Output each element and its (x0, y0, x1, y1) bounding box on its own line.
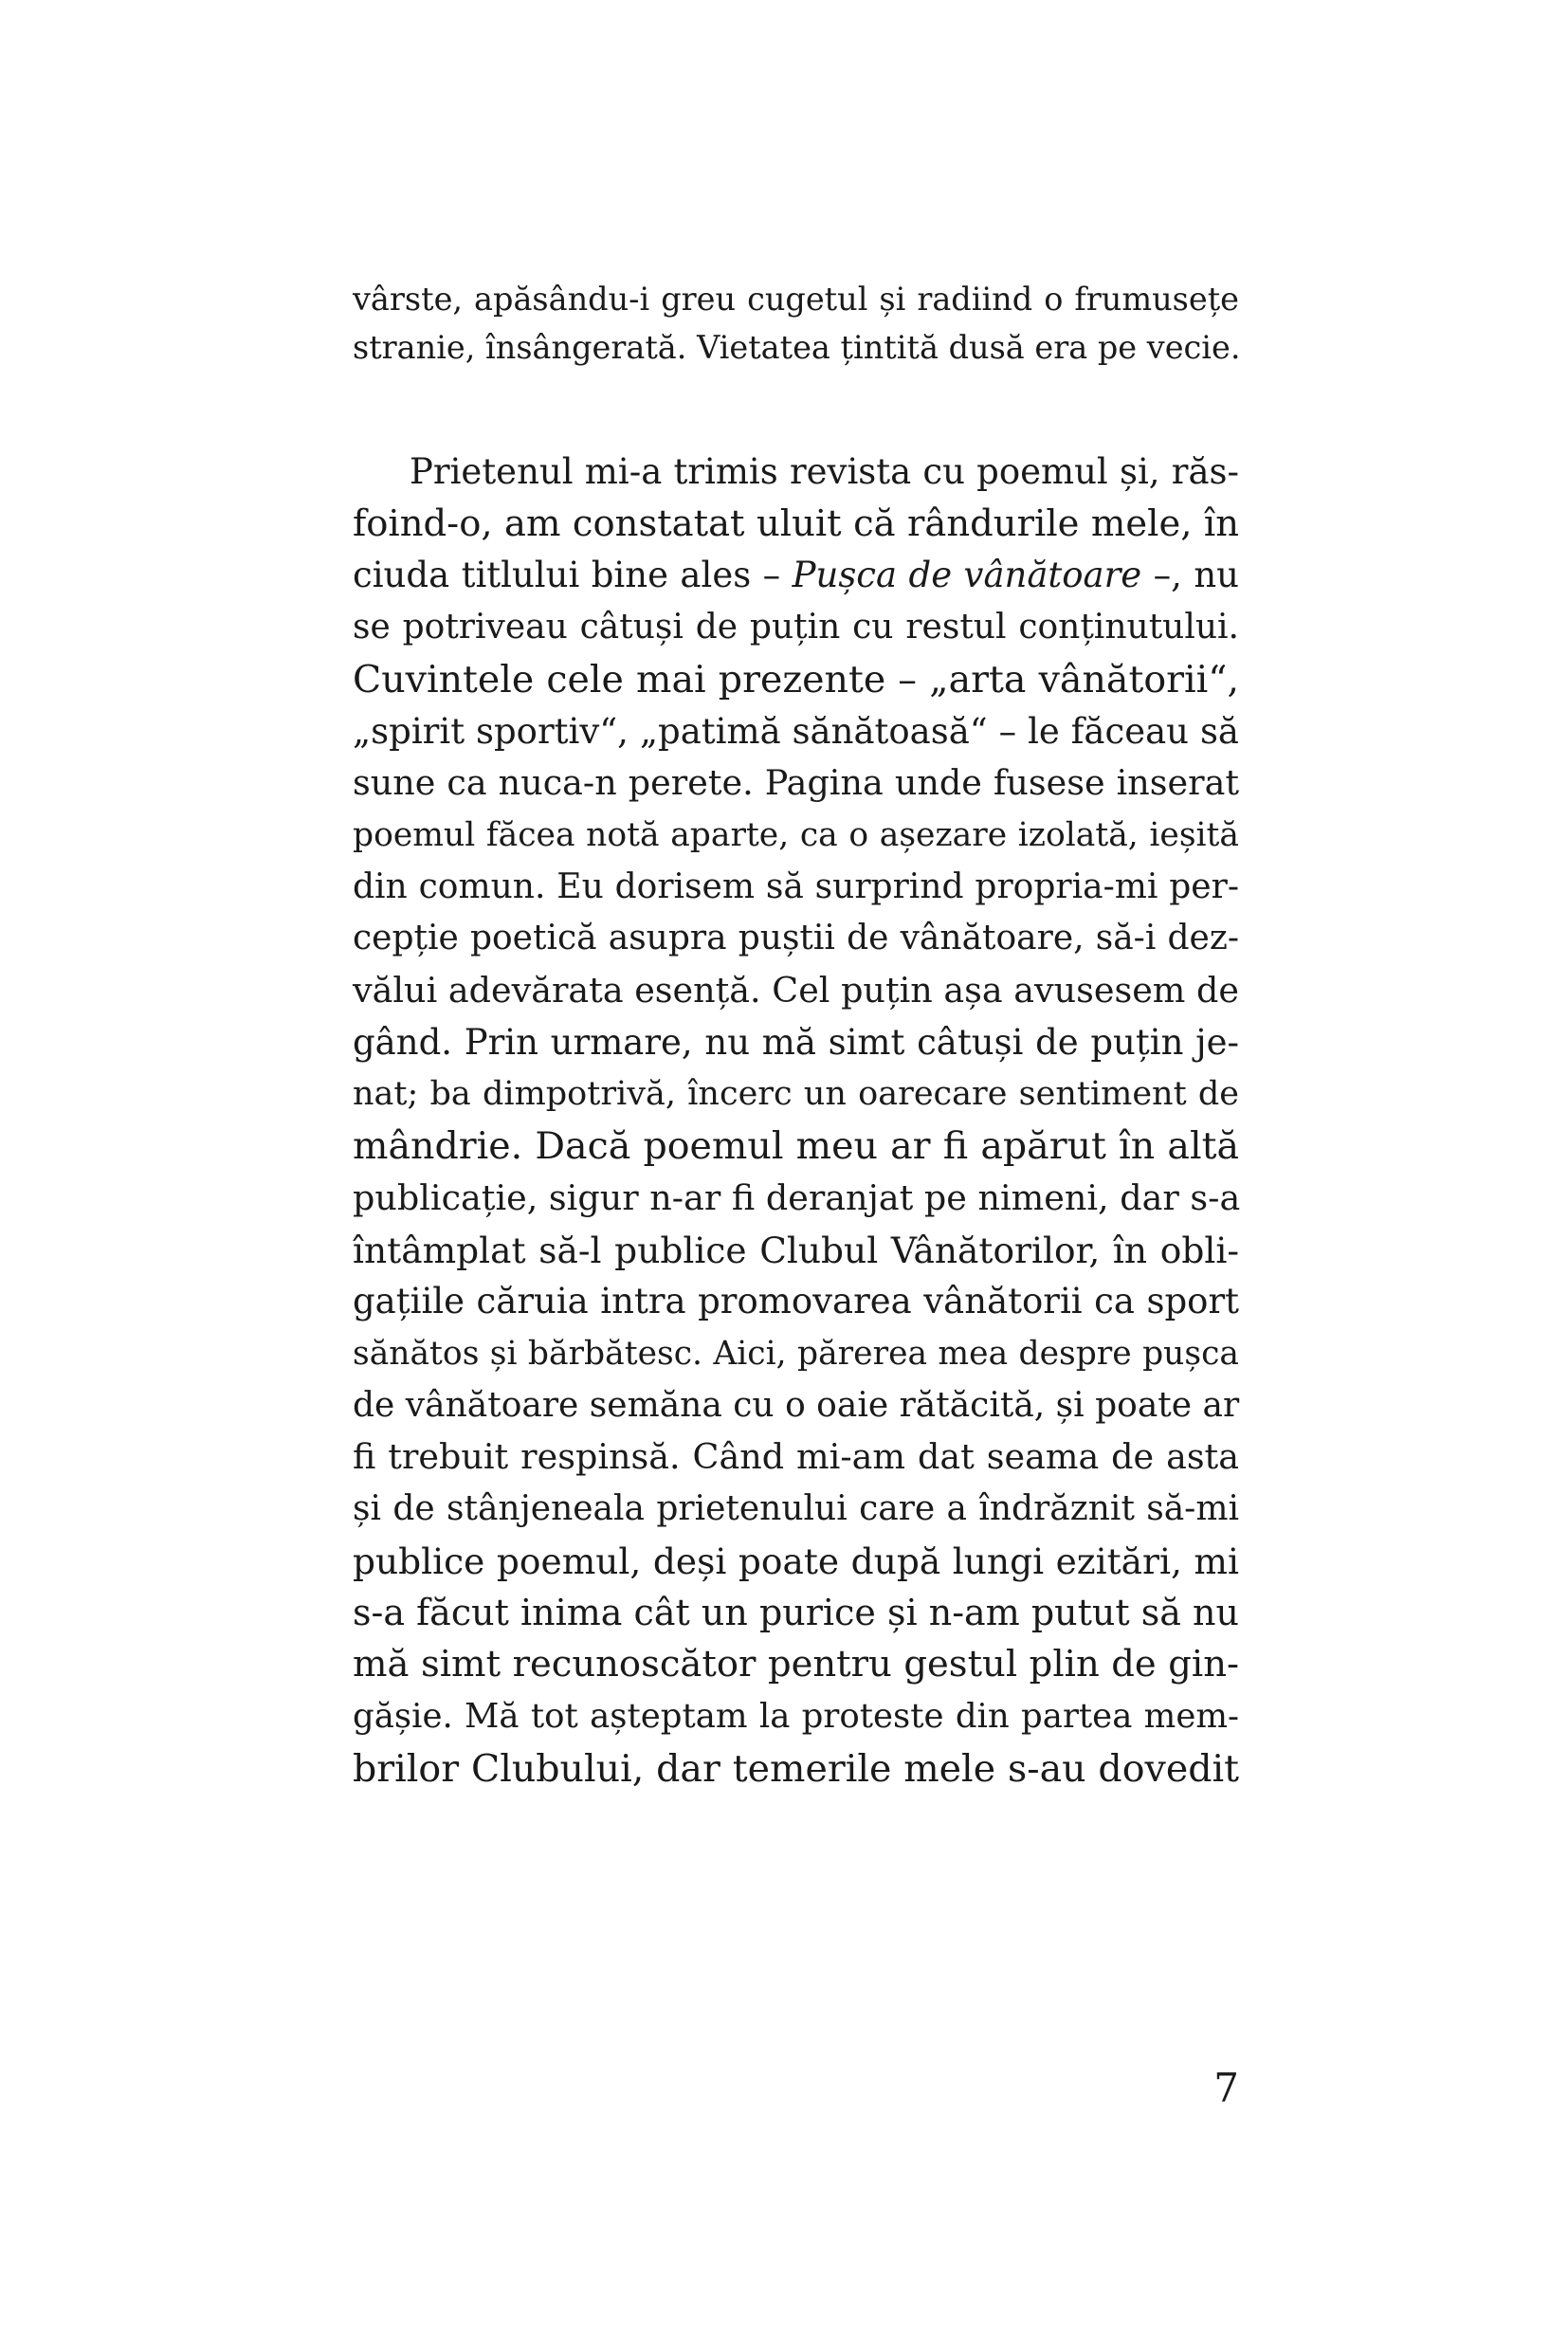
paragraph-line: cepție poetică asupra puștii de vânătoare, să-i dez- (353, 919, 1239, 958)
paragraph-line: întâmplat să-l publice Clubul Vânătorilor, în obli- (353, 1229, 1239, 1271)
paragraph-line: Prietenul mi-a trimis revista cu poemul și, răs- (410, 451, 1239, 492)
paragraph-line: se potriveau câtuși de puțin cu restul conținutului. (353, 608, 1239, 647)
paragraph-line: din comun. Eu dorisem să surprind propria-mi per- (353, 866, 1239, 906)
paragraph-line: Cuvintele cele mai prezente – „arta vânătorii“, (353, 657, 1239, 702)
paragraph-line: fi trebuit respinsă. Când mi-am dat seama de asta (353, 1436, 1239, 1478)
line-text: ciuda titlului bine ales – (353, 555, 793, 596)
paragraph-line: gând. Prin urmare, nu mă simt câtuși de puțin je- (353, 1021, 1239, 1063)
verse-line: vârste, apăsându-i greu cugetul și radiind o frumusețe (353, 281, 1239, 318)
verse-excerpt (353, 275, 1239, 372)
body-paragraph (353, 447, 1239, 1795)
paragraph-line: mă simt recunoscător pentru gestul plin de gin- (353, 1643, 1239, 1686)
paragraph-line: poemul făcea notă aparte, ca o așezare izolată, ieșită (353, 815, 1239, 854)
paragraph-line: foind-o, am constatat uluit că rândurile mele, în (353, 501, 1239, 545)
line-text: –, nu (1141, 555, 1239, 596)
paragraph-line: gășie. Mă tot așteptam la proteste din partea mem- (353, 1696, 1239, 1736)
poem-title: Pușca de vânătoare (792, 555, 1142, 596)
paragraph-line: brilor Clubului, dar temerile mele s-au dovedit (353, 1746, 1239, 1791)
paragraph-line: publice poemul, deși poate după lungi ezitări, mi (353, 1540, 1239, 1582)
paragraph-line: de vânătoare semăna cu o oaie rătăcită, și poate ar (353, 1385, 1240, 1425)
paragraph-line: mândrie. Dacă poemul meu ar fi apărut în altă (353, 1124, 1239, 1169)
paragraph-line (353, 550, 1239, 602)
paragraph-line: vălui adevărata esență. Cel puțin așa avusesem de (353, 970, 1239, 1011)
paragraph-line: gațiile căruia intra promovarea vânătorii ca sport (353, 1281, 1239, 1322)
paragraph-line: sănătos și bărbătesc. Aici, părerea mea despre pușca (353, 1334, 1239, 1373)
paragraph-line: sune ca nuca-n perete. Pagina unde fusese inserat (353, 762, 1239, 804)
paragraph-line: s-a făcut inima cât un purice și n-am putut să nu (353, 1592, 1239, 1634)
verse-line: stranie, însângerată. Vietatea țintită dusă era pe vecie. (353, 329, 1241, 366)
page-number: 7 (1213, 2065, 1239, 2111)
paragraph-line: „spirit sportiv“, „patimă sănătoasă“ – le făceau să (353, 710, 1239, 752)
paragraph-line: și de stânjeneala prietenului care a îndrăznit să-mi (353, 1489, 1239, 1529)
paragraph-line: nat; ba dimpotrivă, încerc un oarecare sentiment de (353, 1075, 1239, 1114)
paragraph-line: publicație, sigur n-ar fi deranjat pe nimeni, dar s-a (353, 1176, 1241, 1218)
